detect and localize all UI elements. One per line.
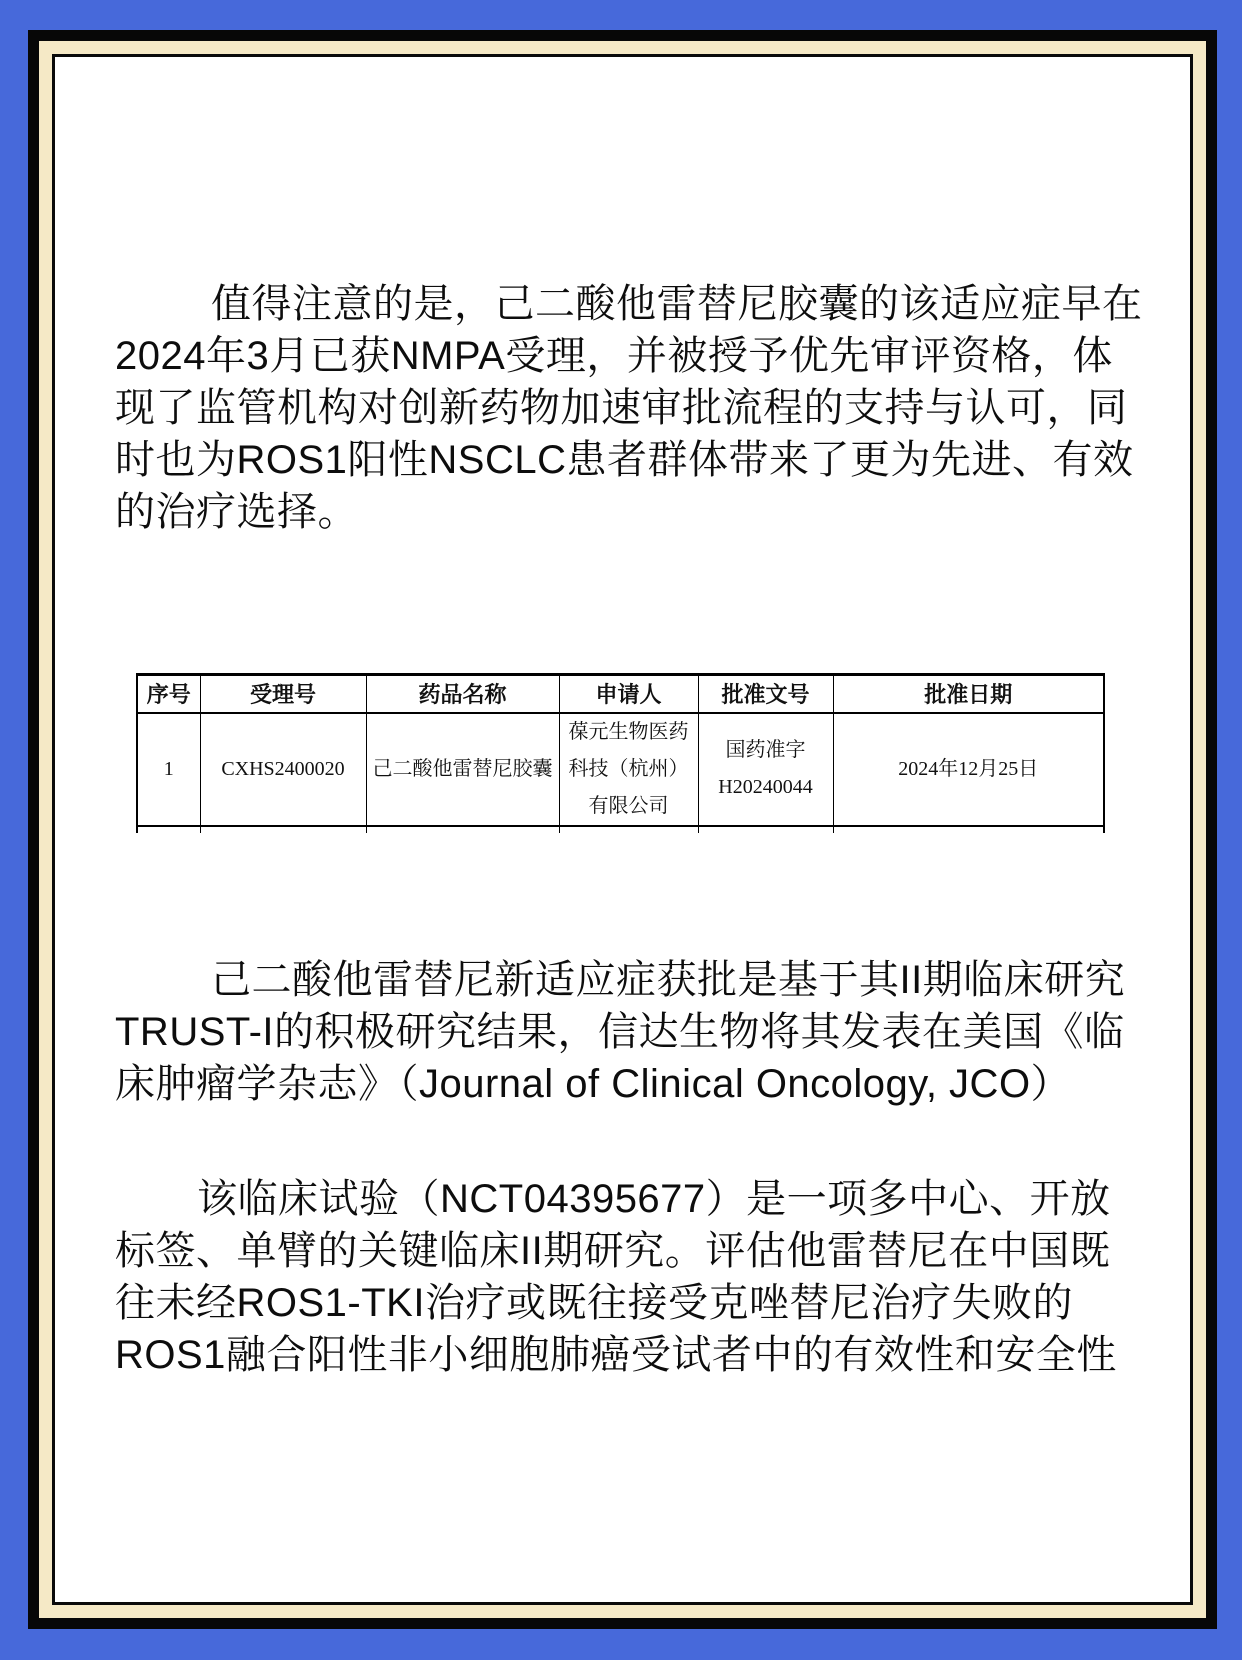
- paragraph-clinical-trial: [115, 1173, 1117, 1381]
- table-header-acceptance-no: 受理号: [200, 675, 366, 713]
- applicant-line: 葆元生物医药: [568, 720, 689, 743]
- paragraph-line: 的治疗选择。: [115, 490, 358, 534]
- table-header-row: [137, 675, 1104, 713]
- paragraph-line: 现了监管机构对创新药物加速审批流程的支持与认可，同: [115, 386, 1128, 430]
- table-header-approval-no: 批准文号: [698, 675, 833, 713]
- cell-drug-name: 己二酸他雷替尼胶囊: [366, 713, 559, 826]
- approval-table-container: [136, 673, 1105, 833]
- paragraph-line: 往未经ROS1-TKI治疗或既往接受克唑替尼治疗失败的: [115, 1281, 1073, 1325]
- paragraph-line: 时也为ROS1阳性NSCLC患者群体带来了更为先进、有效: [115, 438, 1134, 482]
- paragraph-line: 己二酸他雷替尼新适应症获批是基于其II期临床研究: [211, 958, 1126, 1002]
- cell-seq: 1: [137, 713, 200, 826]
- cell-acceptance-no: CXHS2400020: [200, 713, 366, 826]
- approval-no-line: 国药准字: [725, 739, 806, 761]
- table-row: [137, 713, 1104, 826]
- approval-table: [136, 673, 1105, 833]
- table-cutoff-row: [137, 826, 1104, 833]
- page-frame-black-cream: [28, 30, 1217, 1629]
- table-header-applicant: 申请人: [559, 675, 698, 713]
- paragraph-trust-i: [115, 954, 1125, 1110]
- paragraph-line: 2024年3月已获NMPA受理，并被授予优先审评资格，体: [115, 334, 1113, 378]
- cell-approval-no: [698, 713, 833, 826]
- table-header-seq: 序号: [137, 675, 200, 713]
- paragraph-line: 该临床试验（NCT04395677）是一项多中心、开放: [197, 1177, 1111, 1221]
- table-header-drug-name: 药品名称: [366, 675, 559, 713]
- paragraph-nmpa-acceptance: [115, 278, 1143, 538]
- paragraph-line: ROS1融合阳性非小细胞肺癌受试者中的有效性和安全性: [115, 1333, 1117, 1377]
- paragraph-line: TRUST-I的积极研究结果，信达生物将其发表在美国《临: [115, 1010, 1125, 1054]
- applicant-line: 科技（杭州）: [568, 757, 689, 780]
- cell-approval-date: 2024年12月25日: [833, 713, 1104, 826]
- content-area: [52, 54, 1193, 1605]
- approval-no-line: H20240044: [718, 776, 813, 798]
- paragraph-line: 值得注意的是，己二酸他雷替尼胶囊的该适应症早在: [211, 282, 1143, 326]
- paragraph-line: 床肿瘤学杂志》（Journal of Clinical Oncology, JCO）: [115, 1062, 1072, 1106]
- applicant-line: 有限公司: [588, 794, 669, 817]
- table-header-approval-date: 批准日期: [833, 675, 1104, 713]
- cell-applicant: [559, 713, 698, 826]
- paragraph-line: 标签、单臂的关键临床II期研究。评估他雷替尼在中国既: [115, 1229, 1111, 1273]
